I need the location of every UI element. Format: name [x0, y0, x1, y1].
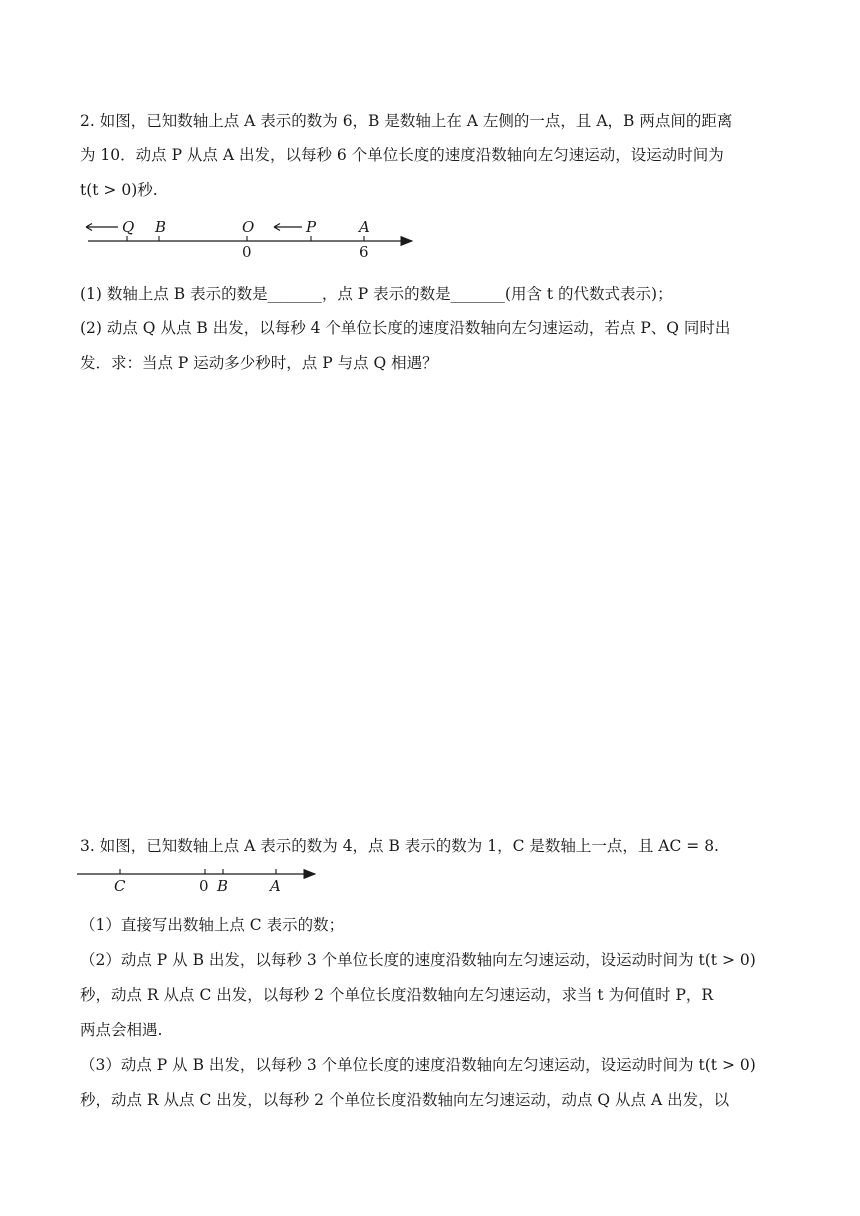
problem2-line-1: 2. 如图，已知数轴上点 A 表示的数为 6，B 是数轴上在 A 左侧的一点，且 A，B 两点间的距离 [80, 112, 733, 130]
problem3-number-line [75, 860, 325, 896]
problem3-question-3-cont: 秒，动点 R 从点 C 出发，以每秒 2 个单位长度沿数轴向左匀速运动，动点 Q 从点 A 出发，以 [80, 1091, 730, 1109]
problem3-question-2-cont: 秒，动点 R 从点 C 出发，以每秒 2 个单位长度沿数轴向左匀速运动，求当 t 为何值时 P，R [80, 986, 714, 1004]
label-c: C [114, 877, 126, 895]
problem3-question-1: （1）直接写出数轴上点 C 表示的数； [80, 916, 345, 934]
tick-label-0: 0 [242, 243, 252, 260]
p-direction-arrow [274, 224, 302, 231]
tick-label-0: 0 [199, 877, 209, 895]
label-a: A [359, 218, 370, 236]
problem3-question-3: （3）动点 P 从 B 出发，以每秒 3 个单位长度的速度沿数轴向左匀速运动，设运动时间为 t(t > 0) [80, 1056, 756, 1074]
problem3-line-1: 3. 如图，已知数轴上点 A 表示的数为 4，点 B 表示的数为 1，C 是数轴上一点，且 AC = 8. [80, 837, 719, 855]
label-o: O [242, 218, 255, 236]
problem2-question-1: (1) 数轴上点 B 表示的数是_______，点 P 表示的数是_______(用含 t 的代数式表示)； [80, 285, 673, 303]
label-a: A [270, 877, 281, 895]
problem2-question-2: (2) 动点 Q 从点 B 出发，以每秒 4 个单位长度的速度沿数轴向左匀速运动，若点 P、Q 同时出 [80, 319, 731, 337]
problem3-question-2-end: 两点会相遇. [80, 1021, 163, 1039]
tick-label-6: 6 [359, 243, 369, 260]
label-p: P [306, 218, 317, 236]
label-b: B [155, 218, 167, 236]
problem2-question-2-cont: 发．求：当点 P 运动多少秒时，点 P 与点 Q 相遇？ [80, 354, 438, 372]
problem2-line-3: t(t > 0)秒. [80, 181, 158, 199]
problem3-question-2: （2）动点 P 从 B 出发，以每秒 3 个单位长度的速度沿数轴向左匀速运动，设运动时间为 t(t > 0) [80, 951, 756, 969]
label-q: Q [122, 218, 135, 236]
label-b: B [217, 877, 229, 895]
q-direction-arrow [86, 224, 118, 231]
problem2-line-2: 为 10．动点 P 从点 A 出发，以每秒 6 个单位长度的速度沿数轴向左匀速运动，设运动时间为 [80, 146, 724, 164]
problem2-number-line [80, 210, 425, 260]
